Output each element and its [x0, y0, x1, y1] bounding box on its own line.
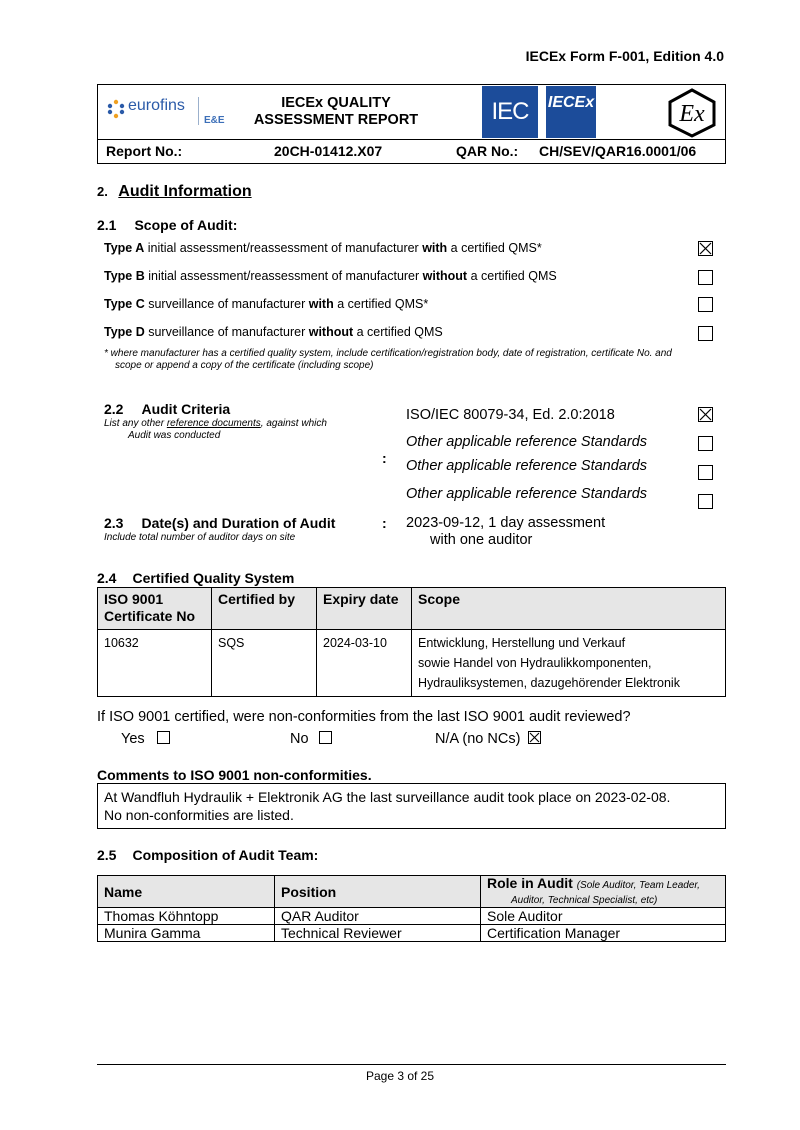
- dates-value: 2023-09-12, 1 day assessment with one auditor: [406, 515, 606, 548]
- section-heading: 2. Audit Information: [97, 183, 252, 200]
- nc-na-checkbox[interactable]: [528, 731, 541, 744]
- dates-note: Include total number of auditor days on site: [104, 532, 296, 543]
- standard-3-checkbox[interactable]: [698, 465, 713, 480]
- criteria-colon: :: [382, 450, 387, 466]
- svg-text:Ex: Ex: [679, 101, 705, 127]
- column-header: Expiry date: [317, 588, 412, 630]
- qar-no-value: CH/SEV/QAR16.0001/06: [539, 143, 697, 159]
- expiry-cell: 2024-03-10: [317, 630, 412, 697]
- footer-divider: [97, 1064, 726, 1065]
- certified-qs-table: [97, 587, 726, 697]
- nc-yes-checkbox[interactable]: [157, 731, 170, 744]
- scope-type-d: Type D surveillance of manufacturer without a certified QMS: [104, 325, 443, 339]
- type-d-checkbox[interactable]: [698, 326, 713, 341]
- report-no-label: Report No.:: [106, 143, 183, 159]
- scope-footnote: * where manufacturer has a certified quality system, include certification/registration body, date of registration, certificate No. and scope or append a copy of the certificate (including scope): [104, 348, 672, 371]
- title-line-1: IECEx QUALITY: [281, 95, 391, 111]
- dates-heading: 2.3 Date(s) and Duration of Audit: [104, 515, 336, 531]
- column-header: ISO 9001 Certificate No: [98, 588, 212, 630]
- standard-4-checkbox[interactable]: [698, 494, 713, 509]
- comments-box: At Wandfluh Hydraulik + Elektronik AG the last surveillance audit took place on 2023-02-08. No non-conformities are listed.: [97, 783, 726, 829]
- certified-by-cell: SQS: [212, 630, 317, 697]
- type-a-checkbox[interactable]: [698, 241, 713, 256]
- page-number: Page 3 of 25: [365, 1069, 435, 1083]
- column-header: Role in Audit (Sole Auditor, Team Leader, Auditor, Technical Specialist, etc): [481, 876, 726, 908]
- column-header: Name: [98, 876, 275, 908]
- nc-no-label: No: [290, 731, 309, 747]
- table-row: [98, 925, 726, 942]
- column-header: Certified by: [212, 588, 317, 630]
- certified-qs-heading: 2.4 Certified Quality System: [97, 570, 295, 586]
- cert-no-cell: 10632: [98, 630, 212, 697]
- form-identifier: IECEx Form F-001, Edition 4.0: [525, 48, 724, 64]
- standard-4: Other applicable reference Standards: [406, 486, 648, 502]
- table-row: [98, 630, 726, 697]
- member-name: Munira Gamma: [98, 925, 275, 942]
- dates-colon: :: [382, 515, 387, 531]
- iec-logo: IEC: [482, 86, 538, 138]
- standard-2: Other applicable reference Standards: [406, 434, 648, 450]
- table-header-row: [98, 588, 726, 630]
- team-heading: 2.5 Composition of Audit Team:: [97, 847, 319, 863]
- scope-type-c: Type C surveillance of manufacturer with a certified QMS*: [104, 297, 429, 311]
- criteria-note: List any other reference documents, against which Audit was conducted: [104, 418, 327, 441]
- table-header-row: [98, 876, 726, 908]
- scope-heading: 2.1 Scope of Audit:: [97, 217, 238, 233]
- type-c-checkbox[interactable]: [698, 297, 713, 312]
- scope-type-b: Type B initial assessment/reassessment of manufacturer without a certified QMS: [104, 269, 557, 283]
- member-position: Technical Reviewer: [275, 925, 481, 942]
- scope-type-a: Type A initial assessment/reassessment of manufacturer with a certified QMS*: [104, 241, 542, 255]
- member-role: Sole Auditor: [481, 908, 726, 925]
- audit-team-table: [97, 875, 726, 942]
- member-name: Thomas Köhntopp: [98, 908, 275, 925]
- column-header: Position: [275, 876, 481, 908]
- scope-cell: Entwicklung, Herstellung und Verkauf sowie Handel von Hydraulikkomponenten, Hydrauliksystemen, dazugehörender Elektronik: [412, 630, 726, 697]
- ex-hexagon-logo: [666, 88, 718, 138]
- nc-no-checkbox[interactable]: [319, 731, 332, 744]
- member-position: QAR Auditor: [275, 908, 481, 925]
- report-header: [97, 84, 726, 164]
- comments-heading: Comments to ISO 9001 non-conformities.: [97, 767, 372, 783]
- logo-text: eurofins: [128, 97, 185, 114]
- type-b-checkbox[interactable]: [698, 270, 713, 285]
- eurofins-logo: [106, 95, 236, 129]
- standard-2-checkbox[interactable]: [698, 436, 713, 451]
- iecex-logo: IECEx: [546, 86, 596, 138]
- report-no-value: 20CH-01412.X07: [274, 143, 383, 159]
- standard-1: ISO/IEC 80079-34, Ed. 2.0:2018: [406, 407, 615, 423]
- standard-1-checkbox[interactable]: [698, 407, 713, 422]
- logo-subtext: E&E: [204, 115, 225, 126]
- nc-na-label: N/A (no NCs): [435, 731, 521, 747]
- report-title: [238, 95, 434, 129]
- qar-no-label: QAR No.:: [456, 143, 519, 159]
- eurofins-dots-icon: [106, 99, 126, 119]
- criteria-heading: 2.2 Audit Criteria: [104, 401, 231, 417]
- column-header: Scope: [412, 588, 726, 630]
- member-role: Certification Manager: [481, 925, 726, 942]
- table-row: [98, 908, 726, 925]
- nc-yes-label: Yes: [121, 731, 145, 747]
- standard-3: Other applicable reference Standards: [406, 458, 648, 474]
- nc-question: If ISO 9001 certified, were non-conformities from the last ISO 9001 audit reviewed?: [97, 709, 631, 725]
- title-line-2: ASSESSMENT REPORT: [253, 112, 419, 128]
